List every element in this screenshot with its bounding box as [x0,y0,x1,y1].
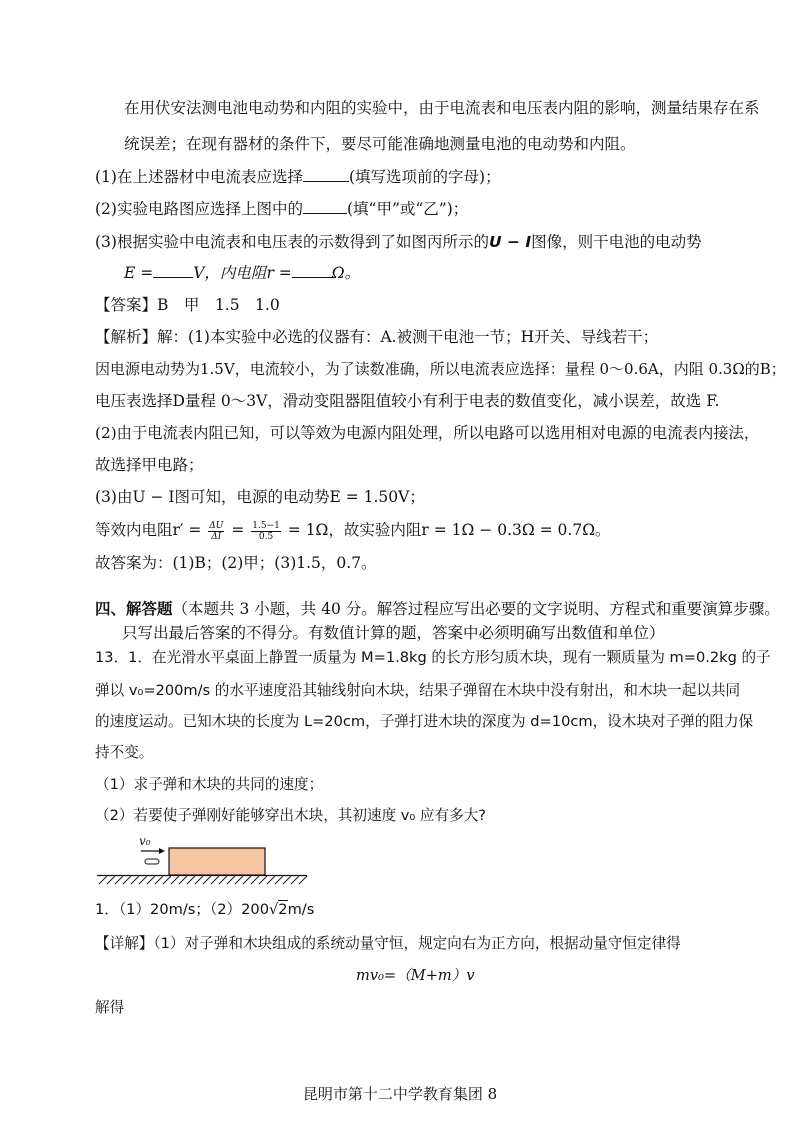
analysis-text-7a: 等效内电阻r′ = [95,521,202,539]
q13-answer-line [95,900,314,920]
q3-e-label: E = [124,264,154,282]
q3-ohm: Ω。 [331,264,361,282]
frac1-denominator: ΔI [211,531,222,542]
q3-ui-symbol: U − I [488,233,532,251]
q13-sub-1: （1）求子弹和木块的共同的速度； [95,776,324,793]
final-answer-line: 故答案为：(1)B；(2)甲；(3)1.5，0.7。 [95,554,377,572]
analysis-eq-sign: = [231,521,245,539]
frac1-numerator: ΔU [209,520,224,531]
analysis-line-6: (3)由U − I图可知，电源的电动势E = 1.50V； [95,488,425,506]
q13-answer-c: m/s [287,901,315,918]
answer-values: B 甲 1.5 1.0 [157,296,280,314]
analysis-text-1: 解：(1)本实验中必选的仪器有：A.被测干电池一节；H开关、导线若干； [157,328,659,346]
page-footer: 昆明市第十二中学教育集团 8 [302,1085,498,1103]
q3-e-blank [153,263,193,278]
analysis-tag: 【解析】 [95,328,158,346]
q13-answer-a: 1．（1）20m/s；（2） [95,901,242,918]
fraction-values [251,521,281,542]
q2-text-a: (2)实验电路图应选择上图中的 [95,200,303,218]
q13-answer-b: 200 [241,901,269,918]
frac2-numerator: 1.5−1 [252,520,280,531]
section4-heading: 四、解答题 [95,600,173,618]
q2-blank [303,199,347,214]
q3-v-label: V，内电阻 [193,264,267,282]
q13-line-3: 的速度运动。已知木块的长度为 L=20cm，子弹打进木块的深度为 d=10cm，设木块对子弹的阻力保 [95,713,754,730]
section4-heading-line [95,599,780,619]
q3-text-a: (3)根据实验中电流表和电压表的示数得到了如图丙所示的 [95,233,489,251]
analysis-line-5: 故选择甲电路； [95,456,204,474]
detail-text-1: （1）对子弹和木块组成的系统动量守恒，规定向右为正方向，根据动量守恒定律得 [153,935,681,952]
q13-line-1: 13．1．在光滑水平桌面上静置一质量为 M=1.8kg 的长方形匀质木块，现有一颗质量为 m=0.2kg 的子 [95,649,771,666]
answer-tag: 【答案】 [95,296,158,314]
q1-text-a: (1)在上述器材中电流表应选择 [95,168,303,186]
q2-text-b: (填“甲”或“乙”)； [346,200,469,218]
analysis-line-4: (2)由于电流表内阻已知，可以等效为电源内阻处理，所以电路可以选用相对电源的电流表内接法， [95,424,760,442]
q13-line-4: 持不变。 [95,744,154,761]
velocity-arrow-head [159,848,165,854]
q13-answer-radicand: 2 [278,901,288,918]
bullet-shape [145,859,159,864]
ground-hatching [99,876,307,884]
q13-line-2: 弹以 v₀=200m/s 的水平速度沿其轴线射向木块，结果子弹留在木块中没有射出，和木块一起以共同 [95,682,741,699]
intro-line-2: 统误差；在现有器材的条件下，要尽可能准确地测量电池的电动势和内阻。 [124,135,636,153]
wooden-block [169,848,265,875]
figure-v0-label: v₀ [139,834,151,848]
q3-r-blank [292,263,332,278]
detail-tag: 【详解】 [95,935,154,952]
frac2-denominator: 0.5 [258,531,274,542]
analysis-line-3: 电压表选择D量程 0～3V，滑动变阻器阻值较小有利于电表的数值变化，减小误差，故选 F. [95,392,720,410]
intro-line-1: 在用伏安法测电池电动势和内阻的实验中，由于电流表和电压表内阻的影响，测量结果存在系 [124,99,760,117]
sqrt-sign: √ [268,901,279,918]
detail-line-1 [95,934,681,954]
q1-blank [303,167,349,182]
answer-line [95,295,280,315]
fraction-du-di [208,521,224,542]
analysis-text-7b: = 1Ω，故实验内阻r = 1Ω − 0.3Ω = 0.7Ω。 [287,521,611,539]
analysis-line-2: 因电源电动势为1.5V，电流较小，为了读数准确，所以电流表应选择：量程 0～0.6A，内阻 0.3Ω的B； [95,360,786,378]
question-2 [95,199,468,219]
section4-desc-line-2: 只写出最后答案的不得分。有数值计算的题，答案中必须明确写出数值和单位） [122,624,665,642]
analysis-line-7 [95,517,611,543]
question-3 [95,232,702,252]
q13-sub-2: （2）若要使子弹刚好能够穿出木块，其初速度 v₀ 应有多大? [95,807,487,824]
section4-desc-1: （本题共 3 小题，共 40 分。解答过程应写出必要的文字说明、方程式和重要演算步骤。 [172,600,780,618]
q3-text-b: 图像，则干电池的电动势 [531,233,702,251]
bullet-block-figure [95,832,315,890]
momentum-equation: mv₀=（M+m）v [356,967,475,984]
q1-text-b: (填写选项前的字母)； [348,168,501,186]
q3-r-label: r = [266,264,292,282]
question-3-blanks [124,263,360,283]
solve-line: 解得 [95,999,125,1016]
question-1 [95,167,501,187]
analysis-line-1 [95,327,658,347]
